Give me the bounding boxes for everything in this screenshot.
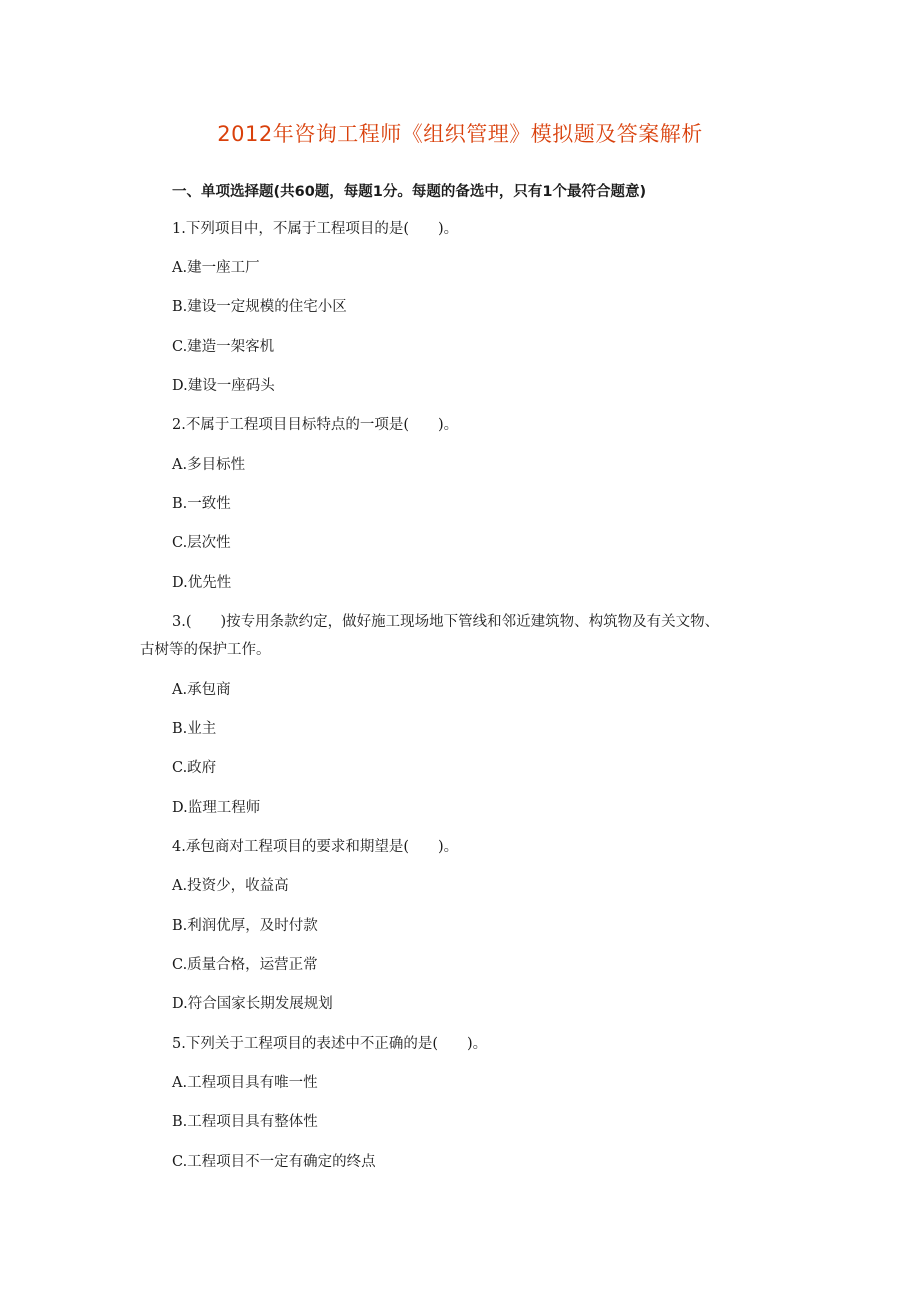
question-3-option-b: B.业主 [172, 721, 217, 737]
question-2-stem: 2.不属于工程项目目标特点的一项是( )。 [172, 417, 459, 433]
question-5-option-a: A.工程项目具有唯一性 [172, 1075, 318, 1091]
document-title: 2012年咨询工程师《组织管理》模拟题及答案解析 [217, 122, 703, 146]
question-1-option-b: B.建设一定规模的住宅小区 [172, 299, 347, 315]
question-4-option-b: B.利润优厚，及时付款 [172, 918, 318, 934]
question-3-option-d: D.监理工程师 [172, 800, 261, 816]
question-1-option-c: C.建造一架客机 [172, 339, 275, 355]
question-4-option-d: D.符合国家长期发展规划 [172, 996, 333, 1012]
question-4-option-c: C.质量合格，运营正常 [172, 957, 318, 973]
question-3-stem-continuation: 古树等的保护工作。 [140, 642, 271, 658]
section-heading: 一、单项选择题(共60题，每题1分。每题的备选中，只有1个最符合题意) [172, 184, 647, 200]
question-1-option-a: A.建一座工厂 [172, 260, 260, 276]
question-2-option-a: A.多目标性 [172, 457, 246, 473]
question-1-option-d: D.建设一座码头 [172, 378, 275, 394]
question-1-stem: 1.下列项目中，不属于工程项目的是( )。 [172, 221, 459, 237]
question-4-option-a: A.投资少，收益高 [172, 878, 289, 894]
question-3-stem: 3.( )按专用条款约定，做好施工现场地下管线和邻近建筑物、构筑物及有关文物、 [172, 614, 720, 630]
question-2-option-d: D.优先性 [172, 575, 232, 591]
question-5-stem: 5.下列关于工程项目的表述中不正确的是( )。 [172, 1036, 488, 1052]
question-5-option-c: C.工程项目不一定有确定的终点 [172, 1154, 376, 1170]
question-3-option-a: A.承包商 [172, 682, 231, 698]
question-4-stem: 4.承包商对工程项目的要求和期望是( )。 [172, 839, 459, 855]
question-3-option-c: C.政府 [172, 760, 217, 776]
question-5-option-b: B.工程项目具有整体性 [172, 1114, 318, 1130]
question-2-option-c: C.层次性 [172, 535, 231, 551]
question-2-option-b: B.一致性 [172, 496, 231, 512]
